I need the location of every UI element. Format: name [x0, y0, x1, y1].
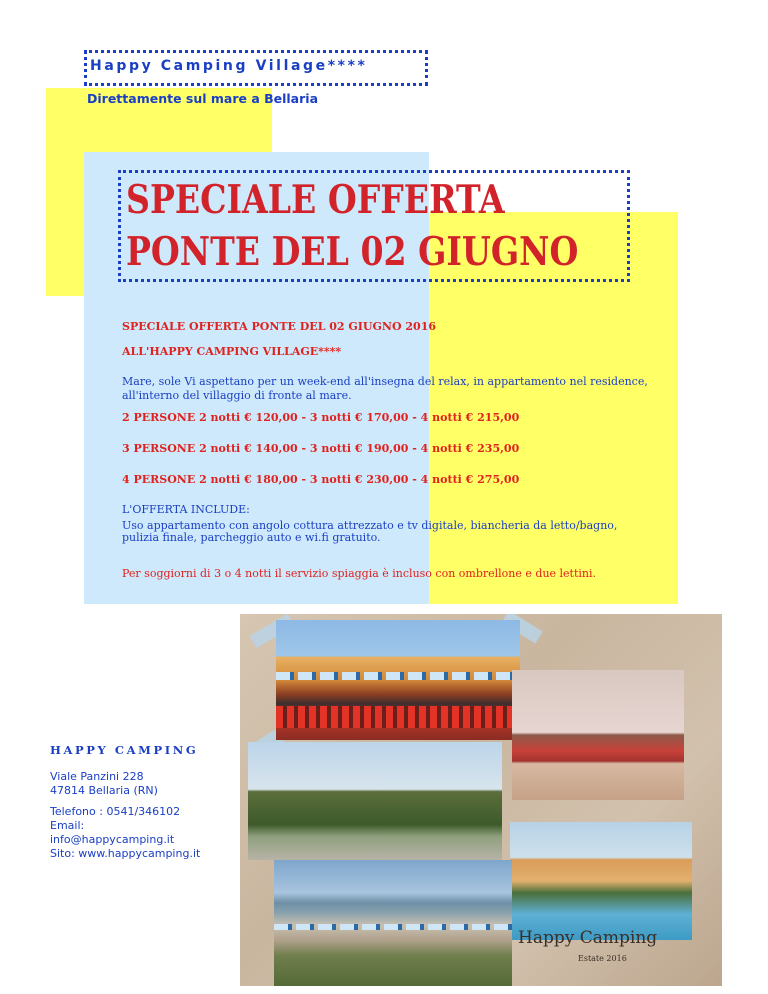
headline-line-1: SPECIALE OFFERTA	[126, 177, 505, 223]
contact-address-street: Viale Panzini 228	[50, 770, 144, 783]
price-line-2-persons: 2 PERSONE 2 notti € 120,00 - 3 notti € 170,00 - 4 notti € 215,00	[122, 411, 520, 424]
contact-address-city: 47814 Bellaria (RN)	[50, 784, 158, 797]
price-line-3-persons: 3 PERSONE 2 notti € 140,00 - 3 notti € 190,00 - 4 notti € 235,00	[122, 442, 520, 455]
includes-heading: L'OFFERTA INCLUDE:	[122, 503, 250, 516]
offer-intro-1: SPECIALE OFFERTA PONTE DEL 02 GIUGNO 2016	[122, 320, 437, 333]
offer-description: Mare, sole Vi aspettano per un week-end all'insegna del relax, in appartamento nel residence, all'interno del villaggio di fronte al mare.	[122, 375, 648, 402]
umbrella-row	[276, 672, 520, 680]
contact-website[interactable]: Sito: www.happycamping.it	[50, 847, 201, 860]
collage-title: Happy Camping	[518, 928, 658, 948]
includes-text: Uso appartamento con angolo cottura attrezzato e tv digitale, biancheria da letto/bagno, pulizia finale, parcheggio auto e wi.fi gratuito.	[122, 519, 618, 544]
photo-beach-umbrellas	[276, 620, 520, 740]
photo-swimming-pool	[510, 822, 692, 940]
headline	[126, 174, 578, 278]
price-line-4-persons: 4 PERSONE 2 notti € 180,00 - 3 notti € 230,00 - 4 notti € 275,00	[122, 473, 520, 486]
headline-line-2: PONTE DEL 02 GIUGNO	[126, 229, 579, 275]
beach-note: Per soggiorni di 3 o 4 notti il servizio spiaggia è incluso con ombrellone e due lettini.	[122, 567, 597, 580]
photo-collage	[240, 614, 722, 986]
photo-pine-trees	[248, 742, 502, 860]
contact-email-label: Email:	[50, 819, 85, 832]
contact-phone: Telefono : 0541/346102	[50, 805, 181, 818]
photo-shoreline	[274, 860, 512, 986]
sunbeds-row	[276, 706, 520, 728]
umbrella-row	[274, 924, 512, 930]
header-title: Happy Camping Village****	[90, 58, 368, 74]
collage-subtitle: Estate 2016	[578, 954, 627, 963]
offer-intro-2: ALL'HAPPY CAMPING VILLAGE****	[122, 345, 342, 358]
header-subtitle: Direttamente sul mare a Bellaria	[87, 91, 319, 106]
contact-name: HAPPY CAMPING	[50, 743, 199, 757]
contact-email[interactable]: info@happycamping.it	[50, 833, 175, 846]
photo-apartment-room	[512, 670, 684, 800]
